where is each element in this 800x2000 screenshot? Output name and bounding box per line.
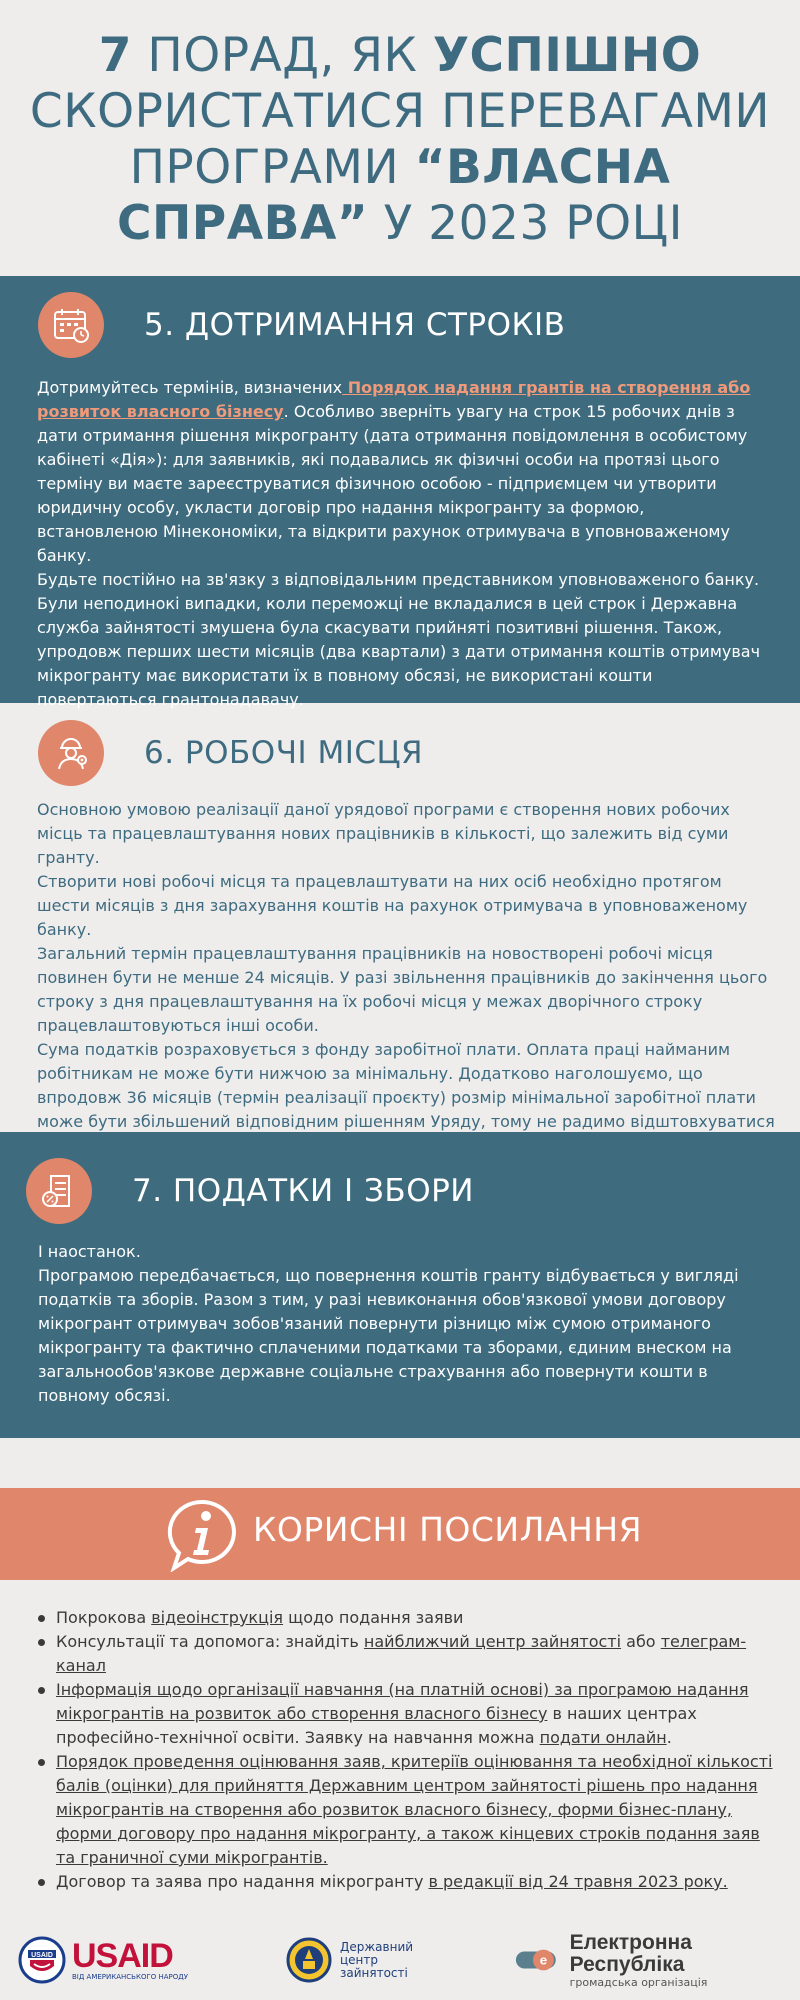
section-deadlines-title: 5. ДОТРИМАННЯ СТРОКІВ	[144, 307, 566, 343]
dcz-line-2: центр	[340, 1952, 379, 1967]
section-taxes	[0, 1132, 800, 1438]
section-deadlines-text: Дотримуйтесь термінів, визначених Порядок надання грантів на створення або розвиток власного бізнесу. Особливо зверніть увагу на строк 15 робочих днів з дати отримання рішення мікрогранту (дата отримання повідомлення в особистому кабінеті «Дія»): для заявників, які подавались як фізичні особи на протязі цього терміну ви маєте зареєструватися фізичною особою - підприємцем чи утворити юридичну особу, укласти договір про надання мікрогранту за формою, встановленою Мінекономіки, та відкрити рахунок отримувача в уповноваженому банку. Будьте постійно на зв'язку з відповідальним представником уповноваженого банку. Були неподинокі випадки, коли переможці не вкладалися в цей строк і Державна служба зайнятості змушена була скасувати прийняті позитивні рішення. Також, упродовж перших шести місяців (два квартали) з дати отримання коштів отримувач мікрогранту має використати їх в повному обсязі, не використані кошти повертаються грантонадавачу.	[37, 378, 761, 709]
list-item	[34, 1750, 774, 1870]
page-title: 7 ПОРАД, ЯК УСПІШНО СКОРИСТАТИСЯ ПЕРЕВАГАМИ ПРОГРАМИ “ВЛАСНА СПРАВА” У 2023 РОЦІ	[29, 28, 771, 251]
info-speech-bubble-icon	[166, 1498, 238, 1576]
section-deadlines	[0, 276, 800, 709]
list-item: Інформація щодо організації навчання (на платній основі) за програмою надання мікрогрантів на розвиток або створення власного бізнесу в наших центрах професійно-технічної освіти. Заявку на навчання можна подати онлайн.	[34, 1678, 774, 1750]
section-jobs-header	[38, 720, 423, 786]
list-item: Консультації та допомога: знайдіть найближчий центр зайнятості або телеграм-канал	[34, 1630, 774, 1678]
dcz-emblem-icon	[286, 1937, 332, 1983]
dcz-logo	[286, 1930, 413, 1990]
section-taxes-text: І наостанок. Програмою передбачається, що повернення коштів гранту відбувається у вигляді податків та зборів. Разом з тим, у разі невиконання обов'язкової умови договору мікрогрант отримувач зобов'язаний повернути різницю між сумою отриманого мікрогранту та фактично сплаченими податками та зборами, єдиним внеском на загальнообов'язкове державне соціальне страхування або повернути кошти в повному обсязі.	[38, 1242, 739, 1405]
dcz-line-1: Державний	[340, 1939, 414, 1954]
usaid-wordmark: USAID	[72, 1937, 173, 1975]
useful-links-title: КОРИСНІ ПОСИЛАННЯ	[253, 1510, 643, 1549]
list-item: Покрокова відеоінструкція щодо подання заяви	[34, 1606, 774, 1630]
electronic-republic-logo	[514, 1930, 800, 1990]
dcz-line-3: зайнятості	[340, 1965, 408, 1980]
worker-gear-icon	[38, 720, 104, 786]
er-title: Електронна Республіка	[569, 1930, 692, 1976]
tax-document-icon	[26, 1158, 92, 1224]
training-info-link[interactable]: Інформація щодо організації навчання (на платній основі) за програмою надання мікрогрантів на розвиток або створення власного бізнесу	[56, 1680, 749, 1723]
useful-links-banner	[0, 1488, 800, 1580]
usaid-seal-text: USAID	[31, 1952, 53, 1959]
usaid-tagline: ВІД АМЕРИКАНСЬКОГО НАРОДУ	[72, 1973, 188, 1981]
evaluation-procedure-link[interactable]: Порядок проведення оцінювання заяв, критеріїв оцінювання та необхідної кількості балів (оцінки) для прийняття Державним центром зайнятості рішень про надання мікрогрантів на створення або розвиток власного бізнесу, форми бізнес-плану, форми договору про надання мікрогранту, а також кінцевих строків подання заяв та граничної суми мікрогрантів.	[56, 1752, 773, 1867]
usaid-seal-icon	[18, 1936, 66, 1984]
useful-links-list	[34, 1606, 774, 1894]
section-jobs-title: 6. РОБОЧІ МІСЦЯ	[144, 735, 424, 771]
video-instruction-link[interactable]: відеоінструкція	[151, 1608, 284, 1627]
list-item: Договор та заява про надання мікрогранту в редакції від 24 травня 2023 року.	[34, 1870, 774, 1894]
toggle-e-icon	[514, 1945, 558, 1975]
calendar-clock-icon	[38, 292, 104, 358]
section-deadlines-header	[38, 292, 565, 358]
section-taxes-header	[26, 1158, 474, 1224]
contract-edition-link[interactable]: в редакції від 24 травня 2023 року.	[428, 1872, 728, 1891]
section-taxes-title: 7. ПОДАТКИ І ЗБОРИ	[132, 1173, 474, 1209]
apply-online-link[interactable]: подати онлайн	[539, 1728, 667, 1747]
nearest-center-link[interactable]: найближчий центр зайнятості	[363, 1632, 622, 1651]
er-subtitle: громадська організація	[569, 1975, 708, 1989]
section-jobs-text: Основною умовою реалізації даної урядової програми є створення нових робочих місць та працевлаштування нових працівників в кількості, що залежить від суми гранту. Створити нові робочі місця та працевлаштувати на них осіб необхідно протягом шести місяців з дня зарахування коштів на рахунок отримувача в уповноваженому банку. Загальний термін працевлаштування працівників на новостворені робочі місця повинен бути не менше 24 місяців. У разі звільнення працівників до закінчення цього строку з дня працевлаштування на їх робочі місця у межах дворічного строку працевлаштовуються інші особи. Сума податків розраховується з фонду заробітної плати. Оплата праці найманим робітникам не може бути нижчою за мінімальну. Додатково наголошуємо, що впродовж 36 місяців (термін реалізації проєкту) розмір мінімальної заробітної плати може бути збільшений відповідним рішенням Уряду, тому не радимо відштовхуватися	[37, 800, 775, 1131]
telegram-channel-link[interactable]: телеграм-канал	[56, 1632, 747, 1675]
svg-text:e: e	[539, 1952, 548, 1968]
grant-procedure-link[interactable]: Порядок надання грантів на створення або розвиток власного бізнесу	[37, 378, 751, 421]
usaid-logo	[18, 1930, 188, 1990]
